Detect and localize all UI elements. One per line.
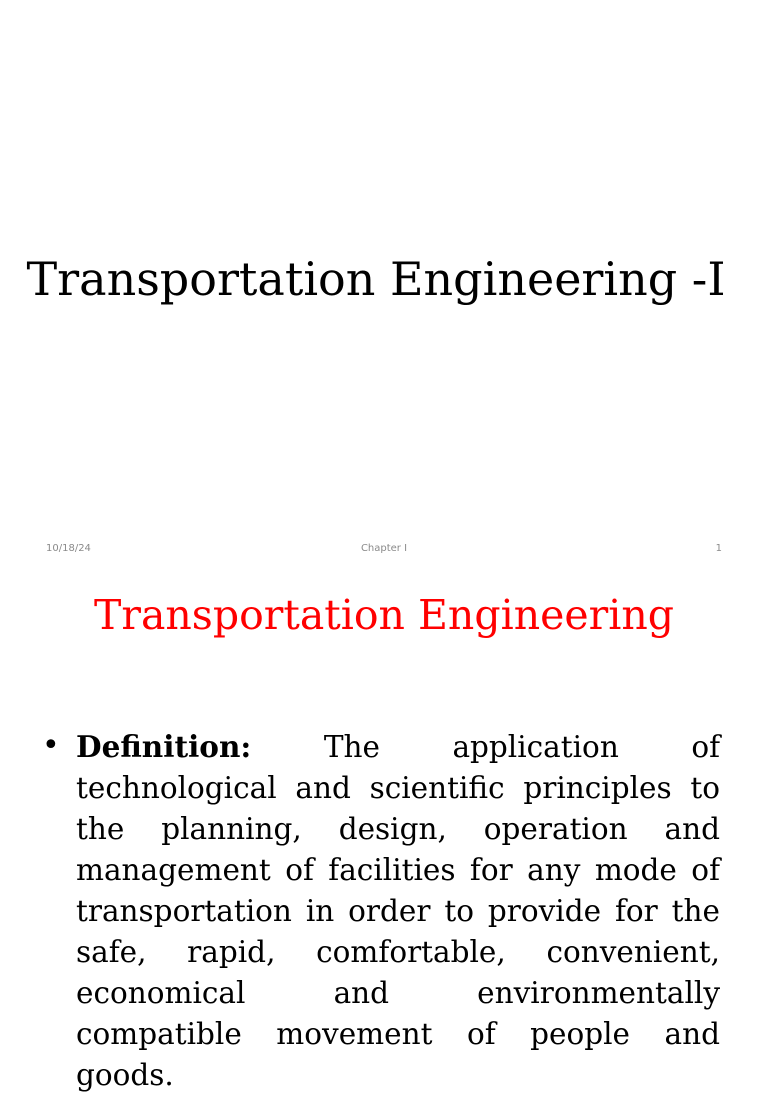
definition-text: The application of technological and scientific principles to the planning, design, operation and management of facilities for any mode of transportation in order to provide for the safe, rapid, comfortable, convenient, economical and environmentally compatible movement of people and goods. <box>76 730 720 1092</box>
definition-term: Definition: <box>76 729 252 764</box>
definition-paragraph <box>76 726 720 1096</box>
footer-date: 10/18/24 <box>46 543 91 554</box>
footer-page-number: 1 <box>715 543 722 554</box>
slide-2 <box>0 576 768 1092</box>
slide-title: Transportation Engineering -I <box>26 252 726 306</box>
footer-chapter: Chapter I <box>360 543 408 554</box>
slide-title: Transportation Engineering <box>94 591 674 639</box>
bullet-icon: • <box>42 728 60 763</box>
